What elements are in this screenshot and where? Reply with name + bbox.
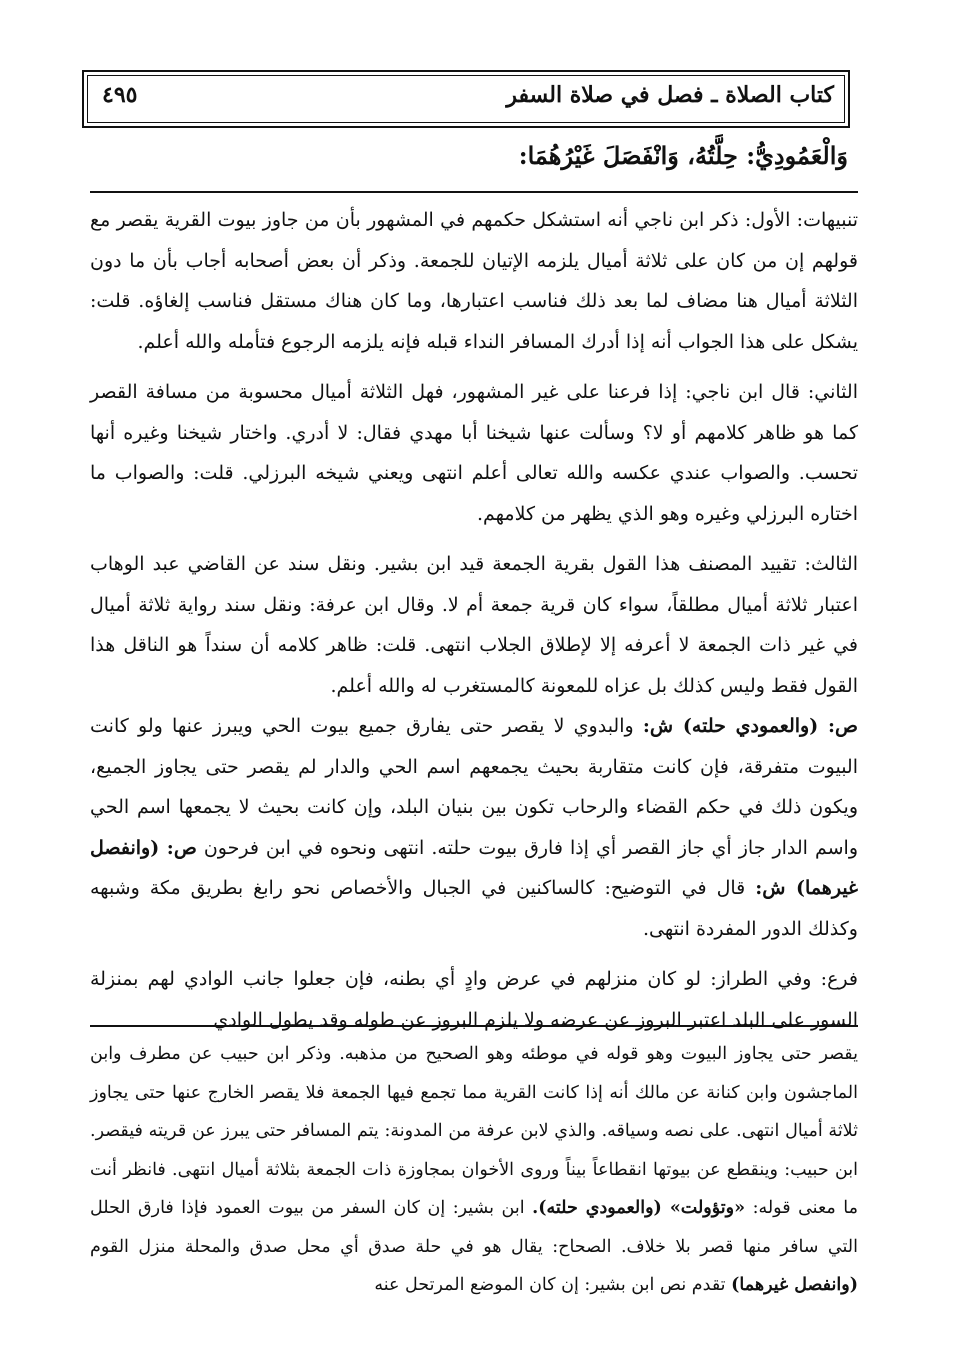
footnote-divider	[90, 1025, 858, 1027]
page-number: ٤٩٥	[102, 82, 138, 108]
commentary-text-1: والبدوي لا يقصر حتى يفارق جميع بيوت الحي ويبرز عنها ولو كانت البيوت متفرقة، فإن كانت متقاربة بحيث يجمعهم اسم الحي والدار لم يقصر حتى يجاوز الجميع، ويكون ذلك في حكم القضاء والرحاب تكون بين بنيان البلد، وإن كانت بحيث لا يجمعها اسم الحي واسم الدار جاز أي جاز القصر أي إذا فارق بيوت حلته. انتهى ونحوه في ابن فرحون	[90, 715, 858, 859]
footnote-part-1: يقصر حتى يجاوز البيوت وهو قوله في موطئه وهو الصحيح من مذهبه. وذكر ابن حبيب عن مطرف وابن الماجشون وابن كنانة عن مالك أنه إذا كانت القرية مما تجمع فيها الجمعة فلا يقصر الخارج عنها حتى يجاوز ثلاثة أميال انتهى. على نصه وسياقه. والذي لابن عرفة من المدونة: يتم المسافر حتى يبرز عن قريته فيقصر. ابن حبيب: وينقطع عن بيوتها انقطاعاً بيناً وروى الأخوان بمجاوزة ذات الجمعة بثلاثة أميال انتهى. فانظر أنت ما معنى قوله:	[90, 1044, 859, 1218]
footnote-part-2: ابن بشير: إن كان السفر من بيوت العمود فإذا فارق الحلل التي سافر منها قصر بلا خلاف. الصحاح: يقال هو في حلة صدق أي محل صدق والمحلة منزل القوم	[90, 1198, 858, 1257]
running-title: كتاب الصلاة ـ فصل في صلاة السفر	[506, 82, 834, 108]
matn-quote-2: ص: (وانفصل غيرهما) ش:	[90, 836, 858, 899]
commentary-text-2: قال في التوضيح: كالساكنين في الجبال والأخصاص نحو رابغ بطريق مكة وشبهه وكذلك الدور المفردة انتهى.	[90, 877, 858, 940]
paragraph-commentary	[90, 706, 858, 949]
top-divider	[90, 191, 858, 193]
paragraph-branch: فرع: وفي الطراز: لو كان منزلهم في عرض وادٍ أي بطنه، فإن جعلوا جانب الوادي لهم بمنزلة السور على البلد اعتبر البروز عن عرضه ولا يلزم البروز عن طوله وقد يطول الوادي	[90, 968, 858, 1031]
matn-quote-1: ص: (والعمودي حلته) ش:	[642, 715, 858, 737]
verse-line: وَالْعَمُودِيُّ: حِلَّتُهُ، وَانْفَصَلَ غَيْرُهُمَا:	[518, 141, 848, 170]
footnote-paragraph	[90, 1035, 858, 1305]
footnote-quote-2: (وانفصل غيرهما)	[731, 1275, 858, 1295]
footnote-part-3: تقدم نص ابن بشير: إن كان الموضع المرتحل عنه	[374, 1275, 732, 1295]
footnote-text	[90, 1035, 858, 1305]
paragraph-second-note: الثاني: قال ابن ناجي: إذا فرعنا على غير المشهور، فهل الثلاثة أميال محسوبة من مسافة القصر كما هو ظاهر كلامهم أو لا؟ وسألت عنها شيخنا أبا مهدي فقال: لا أدري. واختار شيخنا وغيره أنها تحسب. والصواب عندي عكسه والله تعالى أعلم انتهى ويعني شيخه البرزلي. قلت: والصواب ما اختاره البرزلي وغيره وهو الذي يظهر من كلامهم.	[90, 381, 858, 525]
footnote-quote-1: «وتؤولت» (والعمودي حلته).	[532, 1198, 746, 1218]
paragraph-first-note: تنبيهات: الأول: ذكر ابن ناجي أنه استشكل حكمهم في المشهور بأن من جاوز بيوت القرية يقصر مع قولهم إن من كان على ثلاثة أميال يلزمه الإتيان للجمعة. وذكر أن بعض أصحابه أجاب بأن ما دون الثلاثة أميال هنا مضاف لما بعد ذلك فناسب اعتبارها، وما كان هناك مستقل فناسب إلغاؤه. قلت: يشكل على هذا الجواب أنه إذا أدرك المسافر النداء قبله فإنه يلزمه الرجوع فتأمله والله أعلم.	[90, 209, 858, 353]
paragraph-third-note: الثالث: تقييد المصنف هذا القول بقرية الجمعة قيد ابن بشير. ونقل سند عن القاضي عبد الوهاب اعتبار ثلاثة أميال مطلقاً، سواء كان قرية جمعة أم لا. وقال ابن عرفة: ونقل سند رواية ثلاثة أميال في غير ذات الجمعة لا أعرفه إلا لإطلاق الجلاب انتهى. قلت: ظاهر كلامه أن سنداً هو الناقل هذا القول فقط وليس كذلك بل عزاه للمعونة كالمستغرب له والله أعلم.	[90, 553, 858, 697]
running-header	[82, 70, 850, 128]
main-text	[90, 200, 858, 1040]
